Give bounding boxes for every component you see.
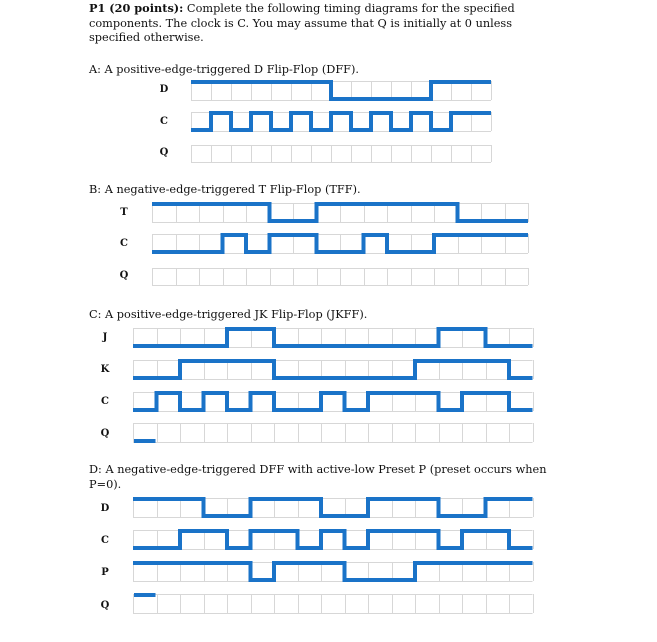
label-b-t: T <box>120 207 128 218</box>
waveform-a-c <box>191 113 491 130</box>
waveform-c-j <box>133 329 533 346</box>
waveform-d-d <box>133 499 533 516</box>
problem-heading: P1 (20 points): <box>89 1 184 15</box>
label-d-q: Q <box>100 600 110 611</box>
section-c-title: C: A positive-edge-triggered JK Flip-Flop (JKFF). <box>89 308 368 321</box>
label-a-c: C <box>160 116 168 127</box>
label-c-c: C <box>101 396 109 407</box>
waveform-d-p <box>133 563 533 580</box>
grid-d-q <box>133 594 534 614</box>
section-b-title: B: A negative-edge-triggered T Flip-Flop (TFF). <box>89 183 361 196</box>
problem-text: Complete the following timing diagrams for the specified components. The clock is C. You may assume that Q is initially at 0 unless specified otherwise. <box>89 2 515 44</box>
waveform-c-c <box>133 393 533 410</box>
waveform-d-c <box>133 531 533 548</box>
label-c-k: K <box>100 364 110 375</box>
label-d-d: D <box>100 503 110 514</box>
waveform-c-k <box>133 361 533 378</box>
waveform-a-d <box>191 82 491 99</box>
label-a-d: D <box>159 84 169 95</box>
label-b-c: C <box>120 238 128 249</box>
label-b-q: Q <box>119 270 129 281</box>
section-d-title: D: A negative-edge-triggered DFF with active-low Preset P (preset occurs when P=0). <box>89 463 547 491</box>
grid-c-q <box>133 423 534 443</box>
grid-b-q <box>152 268 529 286</box>
label-c-q: Q <box>100 428 110 439</box>
label-c-j: J <box>102 332 108 343</box>
grid-a-q <box>191 145 492 163</box>
label-d-p: P <box>101 567 109 578</box>
label-d-c: C <box>101 535 109 546</box>
section-a-title: A: A positive-edge-triggered D Flip-Flop (DFF). <box>89 63 360 76</box>
label-a-q: Q <box>159 147 169 158</box>
